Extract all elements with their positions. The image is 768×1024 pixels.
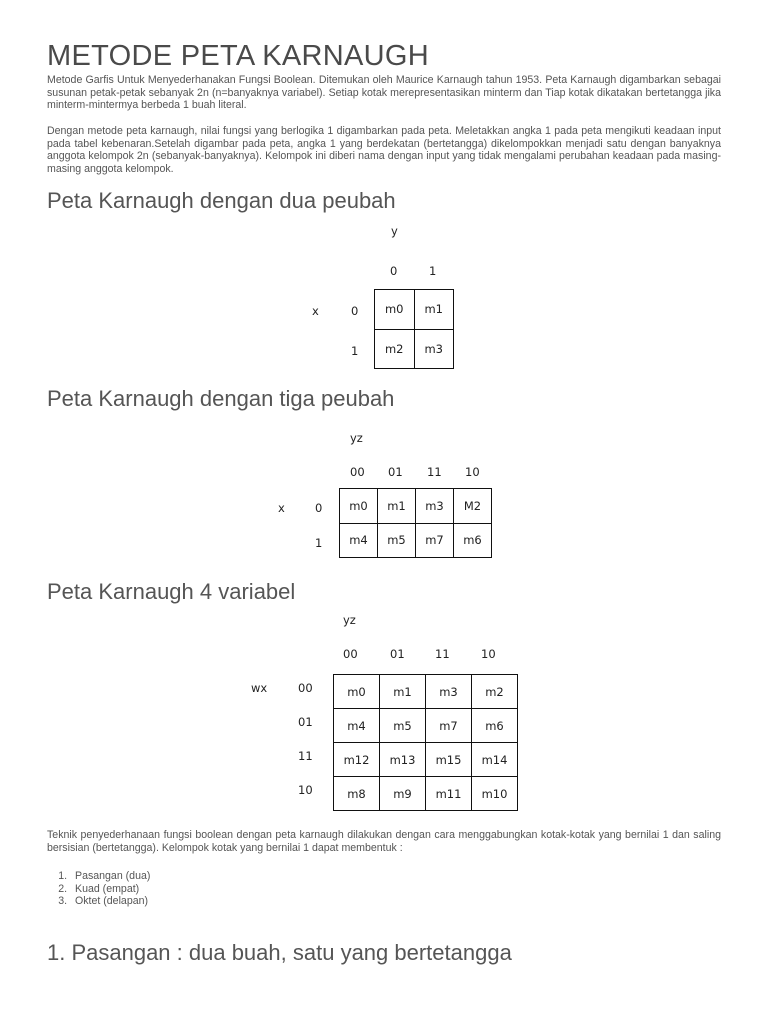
section-heading-two-variable: Peta Karnaugh dengan dua peubah (47, 188, 396, 213)
column-header: 10 (465, 465, 480, 479)
list-item: 3. Oktet (delapan) (70, 895, 150, 908)
list-item: 2. Kuad (empat) (70, 883, 150, 896)
method-paragraph: Dengan metode peta karnaugh, nilai fungsi yang berlogika 1 digambarkan pada peta. Meletakkan angka 1 pada peta mengikuti keadaan input pada tabel kebenaran.Setelah digambar pada peta, angka 1 yang berdekatan (bertetangga) dikelompokkan menjadi satu dengan banyaknya anggota kelompok 2n (sebanyak-banyaknya). Kelompok ini diberi nama dengan input yang tidak mengalami perubahan keadaan pada masing-masing anggota kelompok. (47, 125, 721, 175)
column-header: 01 (388, 465, 403, 479)
kmap-cell: m3 (426, 675, 472, 709)
row-header: 10 (298, 783, 313, 797)
row-variable-label: wx (251, 681, 268, 695)
kmap-cell: m1 (380, 675, 426, 709)
kmap-cell: m7 (426, 709, 472, 743)
column-header: 01 (390, 647, 405, 661)
kmap-cell: m3 (416, 489, 454, 524)
page-title: METODE PETA KARNAUGH (47, 40, 429, 72)
row-header: 1 (315, 536, 323, 550)
intro-paragraph: Metode Garfis Untuk Menyederhanakan Fungsi Boolean. Ditemukan oleh Maurice Karnaugh tahun 1953. Peta Karnaugh digambarkan sebagai susunan petak-petak sebanyak 2n (n=banyaknya variabel). Setiap kotak merepresentasikan minterm dan Tiap kotak dikatakan bertetangga jika minterm-mintermya berbeda 1 buah literal. (47, 74, 721, 112)
kmap-cell: m0 (334, 675, 380, 709)
kmap-grid (374, 289, 454, 369)
kmap-grid (339, 488, 492, 558)
kmap-cell: M2 (454, 489, 492, 524)
row-header: 01 (298, 715, 313, 729)
column-header: 00 (343, 647, 358, 661)
group-type-list (47, 870, 150, 908)
column-header: 0 (390, 264, 398, 278)
section-heading-four-variable: Peta Karnaugh 4 variabel (47, 579, 296, 604)
kmap-cell: m9 (380, 777, 426, 811)
column-header: 1 (429, 264, 437, 278)
kmap-cell: m1 (378, 489, 416, 524)
kmap-cell: m15 (426, 743, 472, 777)
kmap-cell: m6 (454, 523, 492, 558)
kmap-cell: m3 (414, 329, 454, 369)
kmap-cell: m2 (472, 675, 518, 709)
kmap-cell: m6 (472, 709, 518, 743)
kmap-cell: m14 (472, 743, 518, 777)
row-header: 0 (315, 501, 323, 515)
kmap-cell: m0 (375, 290, 415, 330)
kmap-cell: m10 (472, 777, 518, 811)
column-header: 11 (427, 465, 442, 479)
kmap-cell: m13 (380, 743, 426, 777)
kmap-cell: m4 (334, 709, 380, 743)
row-header: 11 (298, 749, 313, 763)
column-variable-label: y (391, 224, 398, 238)
kmap-cell: m1 (414, 290, 454, 330)
kmap-cell: m5 (380, 709, 426, 743)
column-header: 10 (481, 647, 496, 661)
kmap-cell: m11 (426, 777, 472, 811)
column-variable-label: yz (350, 431, 363, 445)
column-header: 11 (435, 647, 450, 661)
section-heading-three-variable: Peta Karnaugh dengan tiga peubah (47, 386, 395, 411)
kmap-cell: m5 (378, 523, 416, 558)
column-header: 00 (350, 465, 365, 479)
column-variable-label: yz (343, 613, 356, 627)
kmap-cell: m4 (340, 523, 378, 558)
row-header: 00 (298, 681, 313, 695)
kmap-cell: m7 (416, 523, 454, 558)
row-variable-label: x (312, 304, 319, 318)
kmap-cell: m12 (334, 743, 380, 777)
row-variable-label: x (278, 501, 285, 515)
list-item: 1. Pasangan (dua) (70, 870, 150, 883)
kmap-cell: m0 (340, 489, 378, 524)
row-header: 1 (351, 344, 359, 358)
kmap-cell: m2 (375, 329, 415, 369)
kmap-cell: m8 (334, 777, 380, 811)
section-heading-pair: 1. Pasangan : dua buah, satu yang bertetangga (47, 940, 512, 965)
row-header: 0 (351, 304, 359, 318)
technique-paragraph: Teknik penyederhanaan fungsi boolean dengan peta karnaugh dilakukan dengan cara menggabungkan kotak-kotak yang bernilai 1 dan saling bersisian (bertetangga). Kelompok kotak yang bernilai 1 dapat membentuk : (47, 829, 721, 854)
kmap-grid (333, 674, 518, 811)
